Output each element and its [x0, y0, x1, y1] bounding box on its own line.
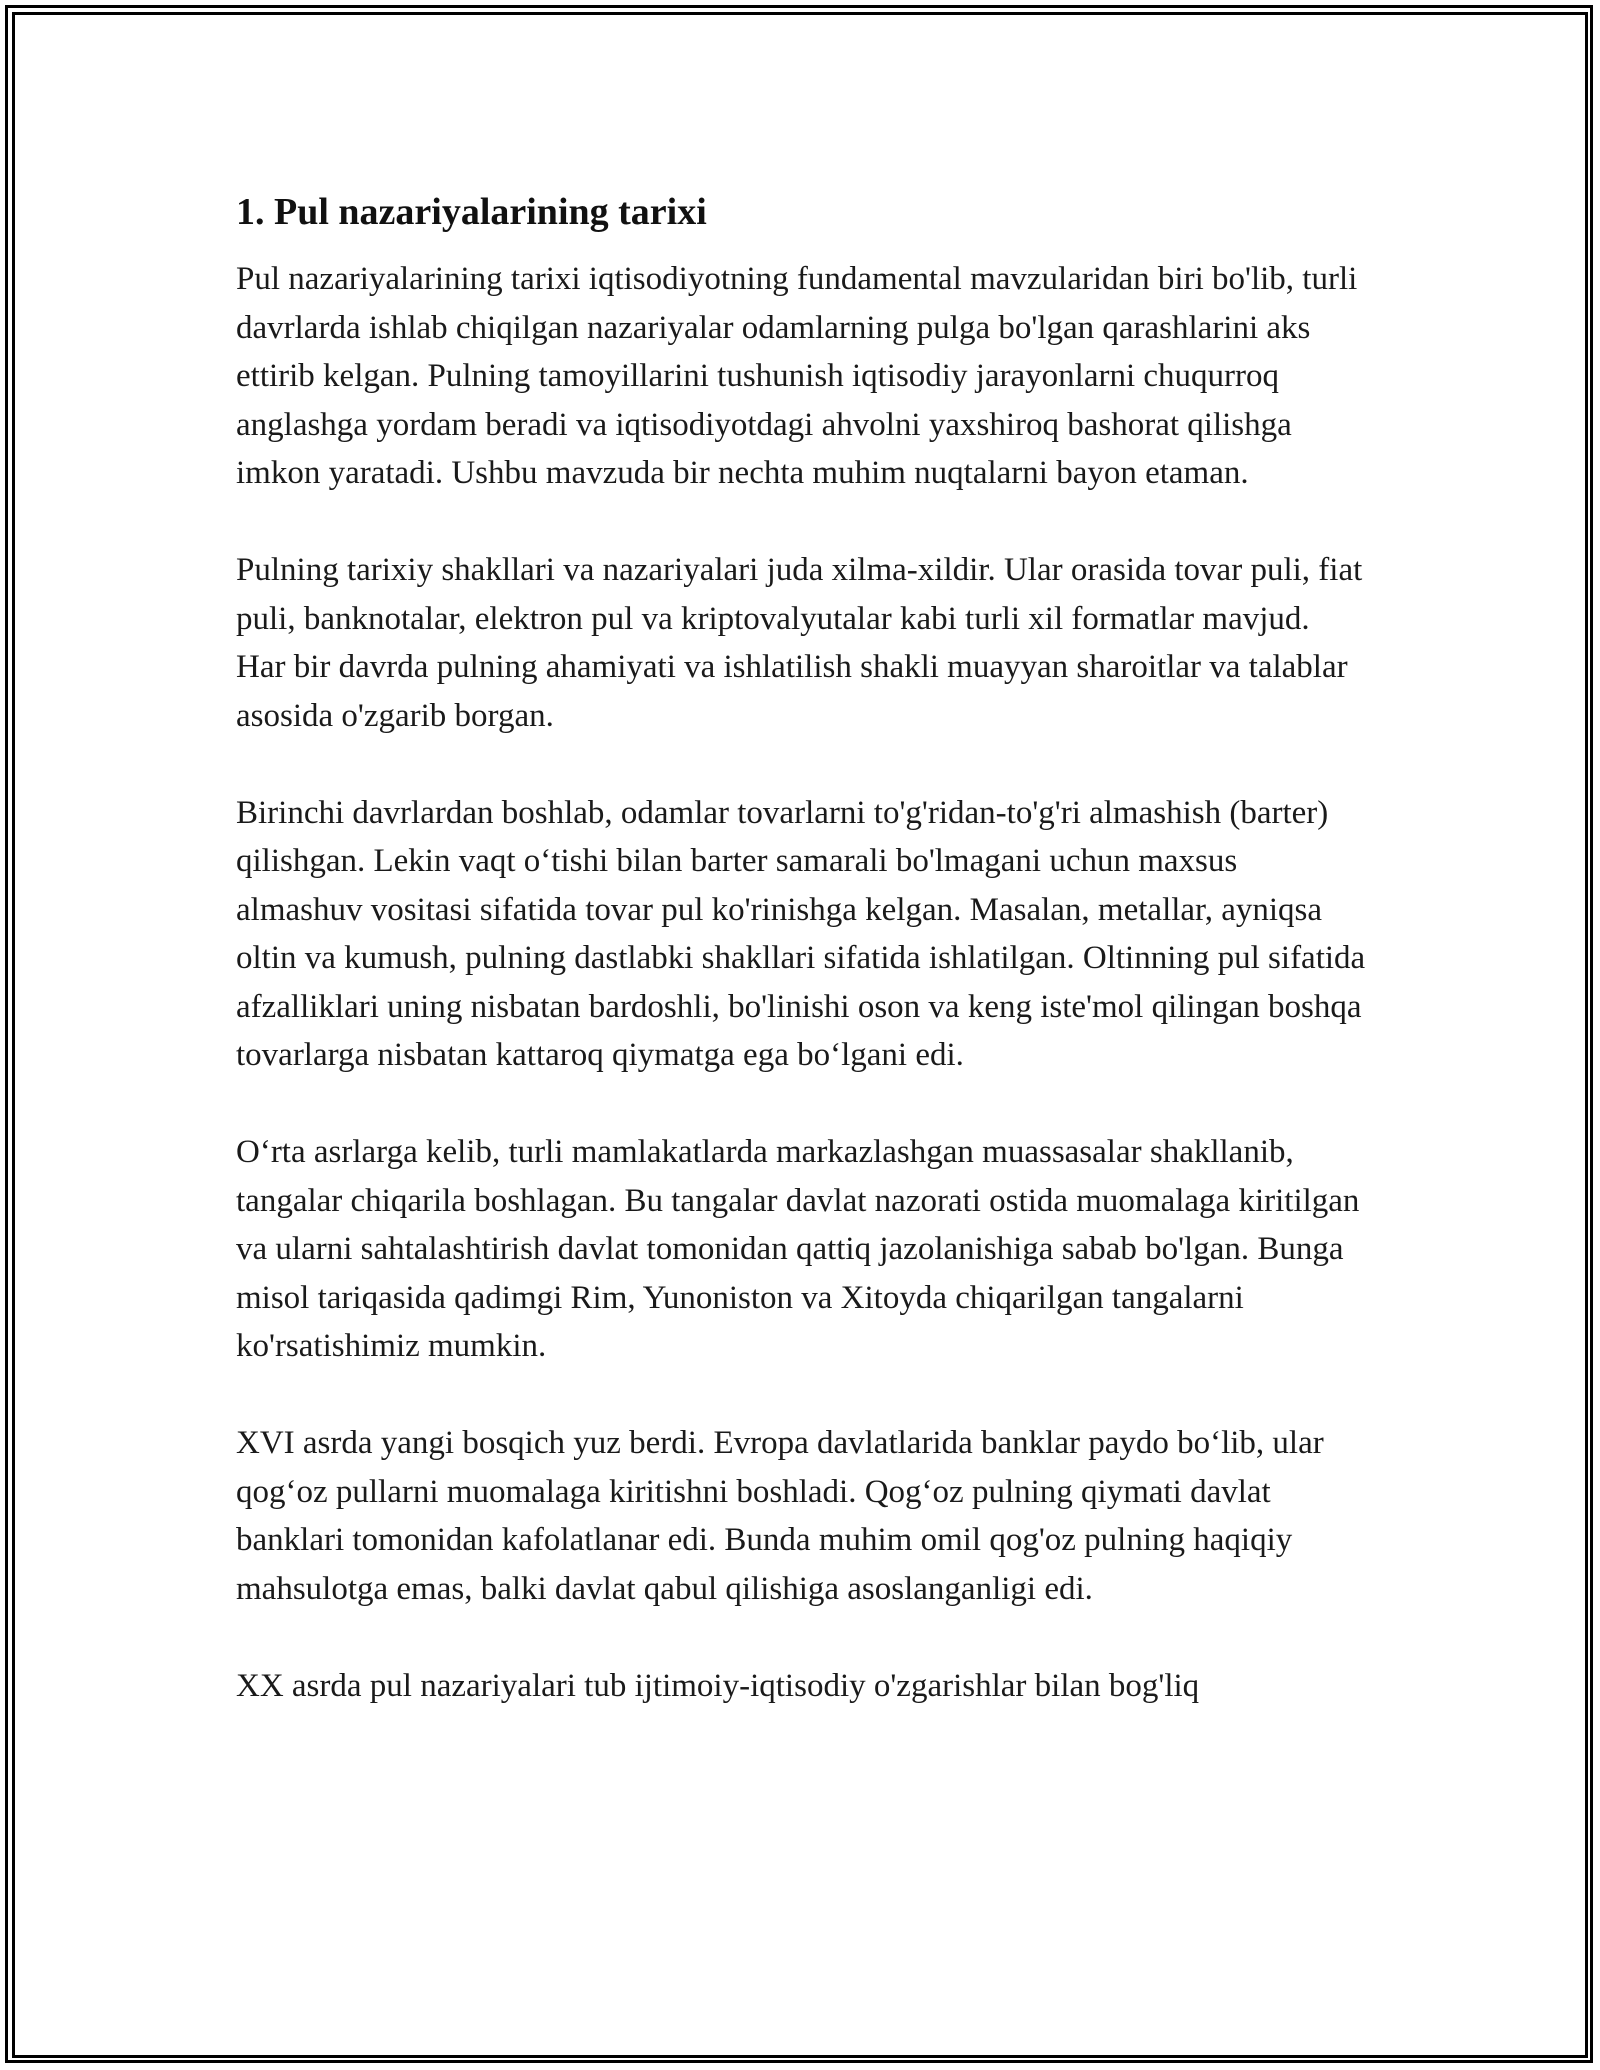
paragraph-4: O‘rta asrlarga kelib, turli mamlakatlarda markazlashgan muassasalar shakllanib, tangalar chiqarila boshlagan. Bu tangalar davlat nazorati ostida muomalaga kiritilgan va ularni sahtalashtirish davlat tomonidan qattiq jazolanishiga sabab bo'lgan. Bunga misol tariqasida qadimgi Rim, Yunoniston va Xitoyda chiqarilgan tangalarni ko'rsatishimiz mumkin.: [236, 1134, 1360, 1364]
paragraph-5: XVI asrda yangi bosqich yuz berdi. Evropa davlatlarida banklar paydo bo‘lib, ular qog‘oz pullarni muomalaga kiritishni boshladi. Qog‘oz pulning qiymati davlat banklari tomonidan kafolatlanar edi. Bunda muhim omil qog'oz pulning haqiqiy mahsulotga emas, balki davlat qabul qilishiga asoslanganligi edi.: [236, 1425, 1324, 1607]
paragraph-2: Pulning tarixiy shakllari va nazariyalari juda xilma-xildir. Ular orasida tovar puli, fiat puli, banknotalar, elektron pul va kriptovalyutalar kabi turli xil formatlar mavjud. Har bir davrda pulning ahamiyati va ishlatilish shakli muayyan sharoitlar va talablar asosida o'zgarib borgan.: [236, 552, 1363, 734]
document-body: [236, 185, 1366, 1759]
paragraph-1: Pul nazariyalarining tarixi iqtisodiyotning fundamental mavzularidan biri bo'lib, turli davrlarda ishlab chiqilgan nazariyalar odamlarning pulga bo'lgan qarashlarini aks ettirib kelgan. Pulning tamoyillarini tushunish iqtisodiy jarayonlarni chuqurroq anglashga yordam beradi va iqtisodiyotdagi ahvolni yaxshiroq bashorat qilishga imkon yaratadi. Ushbu mavzuda bir nechta muhim nuqtalarni bayon etaman.: [236, 261, 1358, 491]
paragraph-3: Birinchi davrlardan boshlab, odamlar tovarlarni to'g'ridan-to'g'ri almashish (barter) qilishgan. Lekin vaqt o‘tishi bilan barter samarali bo'lmagani uchun maxsus almashuv vositasi sifatida tovar pul ko'rinishga kelgan. Masalan, metallar, ayniqsa oltin va kumush, pulning dastlabki shakllari sifatida ishlatilgan. Oltinning pul sifatida afzalliklari uning nisbatan bardoshli, bo'linishi oson va keng iste'mol qilingan boshqa tovarlarga nisbatan kattaroq qiymatga ega bo‘lgani edi.: [236, 794, 1366, 1073]
section-title: 1. Pul nazariyalarining tarixi: [236, 191, 707, 233]
paragraph-6: XX asrda pul nazariyalari tub ijtimoiy-iqtisodiy o'zgarishlar bilan bog'liq: [236, 1667, 1200, 1704]
